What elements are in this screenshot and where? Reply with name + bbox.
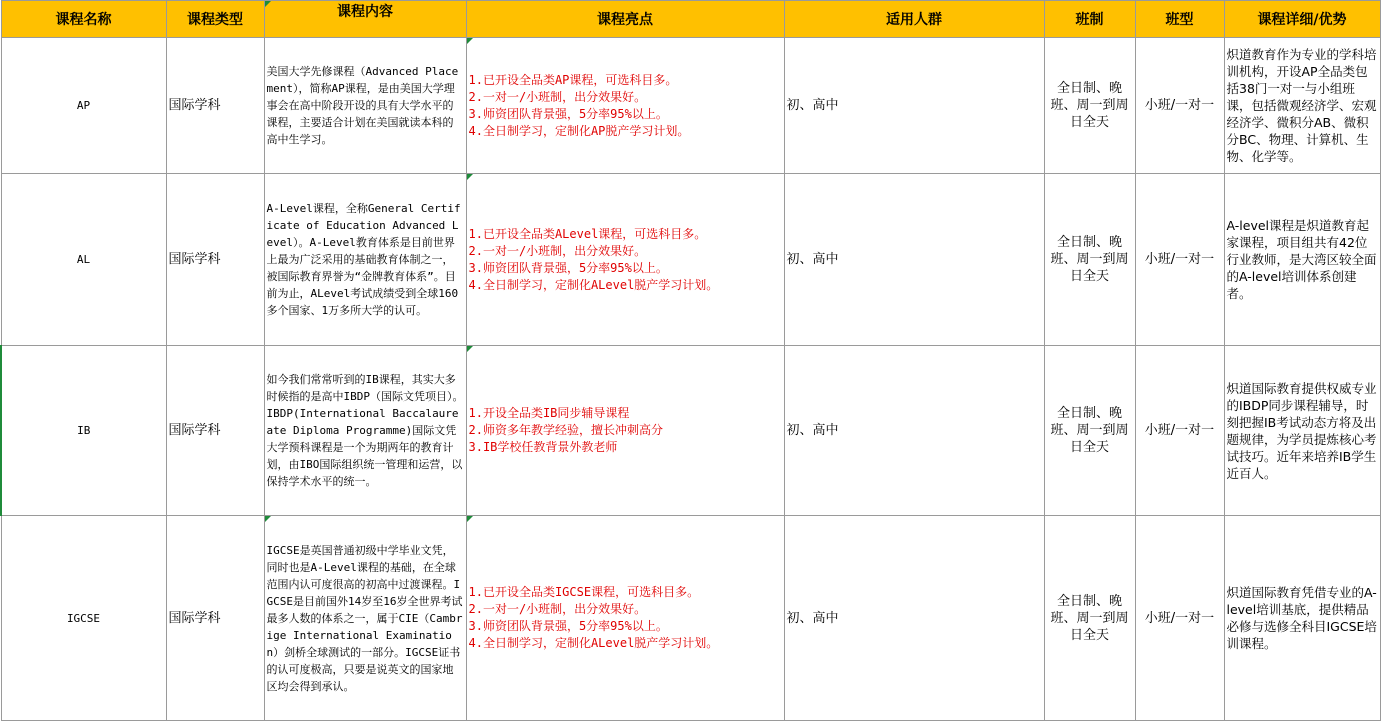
- cell-course-name[interactable]: AL: [1, 174, 166, 346]
- highlight-line: 3.师资团队背景强，5分率95%以上。: [468, 260, 668, 275]
- cell-schedule[interactable]: 全日制、晚班、周一到周日全天: [1044, 516, 1135, 721]
- cell-course-content[interactable]: IGCSE是英国普通初级中学毕业文凭，同时也是A-Level课程的基础，在全球范围内认可度很高的初高中过渡课程。IGCSE是目前国外14岁至16岁全世界考试最多人数的体系之一，属于CIE（Cambrige International Examination）剑桥全球测试的一部分。IGCSE证书的认可度极高，只要是说英文的国家地区均会得到承认。: [264, 516, 466, 721]
- highlight-line: 4.全日制学习，定制化ALevel脱产学习计划。: [468, 277, 719, 292]
- cell-course-content[interactable]: 如今我们常常听到的IB课程，其实大多时候指的是高中IBDP（国际文凭项目）。IBDP(International Baccalaureate Diploma Programme)国际文凭大学预科课程是一个为期两年的教育计划，由IBO国际组织统一管理和运营，以保持学术水平的统一。: [264, 346, 466, 516]
- header-course-detail[interactable]: 课程详细/优势: [1224, 1, 1380, 38]
- highlight-line: 1.已开设全品类IGCSE课程，可选科目多。: [468, 585, 700, 599]
- header-course-type[interactable]: 课程类型: [166, 1, 264, 38]
- header-course-highlights[interactable]: 课程亮点: [466, 1, 784, 38]
- table-row: [1, 38, 1380, 174]
- highlight-line: 4.全日制学习，定制化ALevel脱产学习计划。: [468, 636, 719, 650]
- table-row: [1, 346, 1380, 516]
- cell-course-detail[interactable]: 炽道教育作为专业的学科培训机构，开设AP全品类包括38门一对一与小组班课，包括微观经济学、宏观经济学、微积分AB、微积分BC、物理、计算机、生物、化学等。: [1224, 38, 1380, 174]
- highlight-line: 1.开设全品类IB同步辅导课程: [468, 406, 630, 420]
- highlight-line: 2.师资多年教学经验，擅长冲刺高分: [468, 423, 663, 437]
- cell-class-type[interactable]: 小班/一对一: [1135, 174, 1224, 346]
- cell-audience[interactable]: 初、高中: [784, 174, 1044, 346]
- cell-course-type[interactable]: 国际学科: [166, 38, 264, 174]
- header-course-content[interactable]: 课程内容: [264, 1, 466, 38]
- cell-course-type[interactable]: 国际学科: [166, 516, 264, 721]
- cell-audience[interactable]: 初、高中: [784, 346, 1044, 516]
- header-course-name[interactable]: 课程名称: [1, 1, 166, 38]
- highlight-line: 1.已开设全品类ALevel课程，可选科目多。: [468, 226, 707, 241]
- cell-audience[interactable]: 初、高中: [784, 516, 1044, 721]
- cell-course-highlights[interactable]: [466, 174, 784, 346]
- header-schedule[interactable]: 班制: [1044, 1, 1135, 38]
- cell-course-type[interactable]: 国际学科: [166, 346, 264, 516]
- highlight-line: 4.全日制学习，定制化AP脱产学习计划。: [468, 123, 690, 138]
- cell-course-detail[interactable]: 炽道国际教育凭借专业的A-level培训基底，提供精品必修与选修全科目IGCSE培训课程。: [1224, 516, 1380, 721]
- highlight-line: 1.已开设全品类AP课程，可选科目多。: [468, 72, 678, 87]
- header-row: [1, 1, 1380, 38]
- cell-class-type[interactable]: 小班/一对一: [1135, 38, 1224, 174]
- highlight-line: 3.师资团队背景强，5分率95%以上。: [468, 106, 668, 121]
- cell-schedule[interactable]: 全日制、晚班、周一到周日全天: [1044, 346, 1135, 516]
- header-audience[interactable]: 适用人群: [784, 1, 1044, 38]
- cell-audience[interactable]: 初、高中: [784, 38, 1044, 174]
- highlight-line: 2.一对一/小班制，出分效果好。: [468, 243, 647, 258]
- header-class-type[interactable]: 班型: [1135, 1, 1224, 38]
- cell-course-detail[interactable]: 炽道国际教育提供权威专业的IBDP同步课程辅导，时刻把握IB考试动态方将及出题规律，为学员提炼核心考试技巧。近年来培养IB学生近百人。: [1224, 346, 1380, 516]
- cell-course-content[interactable]: A-Level课程，全称General Certificate of Education Advanced Level）。A-Level教育体系是目前世界上最为广泛采用的基础教育体制之一，被国际教育界誉为“金牌教育体系”。目前为止，ALevel考试成绩受到全球160多个国家、1万多所大学的认可。: [264, 174, 466, 346]
- cell-course-name[interactable]: IGCSE: [1, 516, 166, 721]
- cell-course-highlights[interactable]: [466, 346, 784, 516]
- cell-schedule[interactable]: 全日制、晚班、周一到周日全天: [1044, 38, 1135, 174]
- cell-schedule[interactable]: 全日制、晚班、周一到周日全天: [1044, 174, 1135, 346]
- cell-course-content[interactable]: 美国大学先修课程（Advanced Placement），简称AP课程，是由美国大学理事会在高中阶段开设的具有大学水平的课程，主要适合计划在美国就读本科的高中生学习。: [264, 38, 466, 174]
- highlight-line: 2.一对一/小班制，出分效果好。: [468, 89, 647, 104]
- cell-class-type[interactable]: 小班/一对一: [1135, 516, 1224, 721]
- highlight-line: 2.一对一/小班制，出分效果好。: [468, 602, 647, 616]
- cell-course-name[interactable]: AP: [1, 38, 166, 174]
- cell-class-type[interactable]: 小班/一对一: [1135, 346, 1224, 516]
- cell-course-type[interactable]: 国际学科: [166, 174, 264, 346]
- cell-course-name[interactable]: IB: [1, 346, 166, 516]
- highlight-line: 3.IB学校任教背景外教老师: [468, 440, 618, 454]
- highlight-line: 3.师资团队背景强，5分率95%以上。: [468, 619, 668, 633]
- cell-course-highlights[interactable]: [466, 516, 784, 721]
- table-row: [1, 174, 1380, 346]
- table-row: [1, 516, 1380, 721]
- cell-course-highlights[interactable]: [466, 38, 784, 174]
- cell-course-detail[interactable]: A-level课程是炽道教育起家课程，项目组共有42位行业教师，是大湾区较全面的A-level培训体系创建者。: [1224, 174, 1380, 346]
